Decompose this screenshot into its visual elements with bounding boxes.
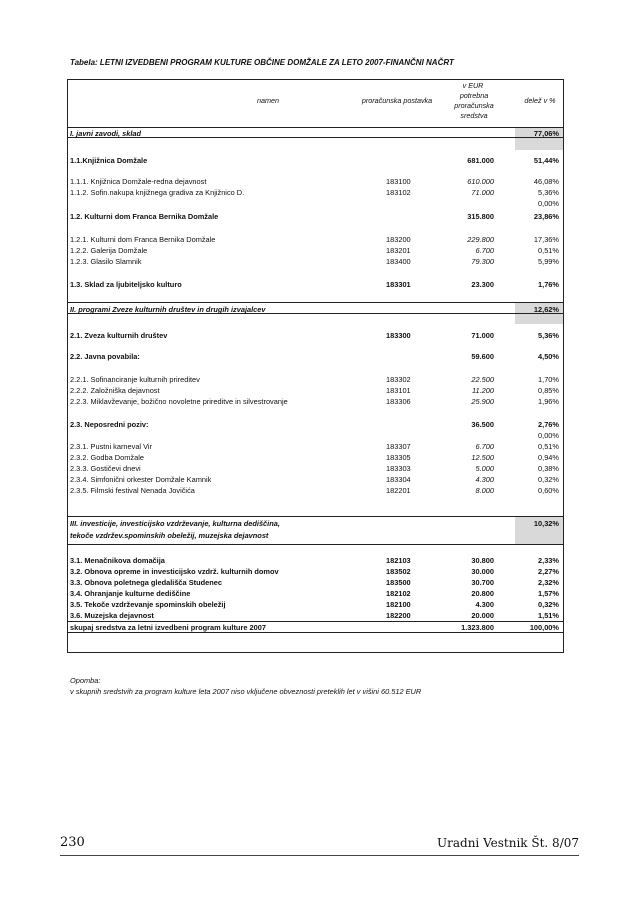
row-postavka: 182102 — [386, 589, 411, 598]
row-sredstva: 30.700 — [471, 578, 494, 587]
row-name: 3.6. Muzejska dejavnost — [70, 611, 154, 620]
table-row — [68, 245, 563, 256]
row-sredstva: 6.700 — [475, 442, 494, 451]
row-delez: 2,32% — [538, 578, 559, 587]
row-name: I. javni zavodi, sklad — [70, 129, 142, 138]
row-name: 3.2. Obnova opreme in investicijsko vzdrž. kulturnih domov — [70, 567, 279, 576]
publication-title: Uradni Vestnik Št. 8/07 — [437, 836, 579, 850]
row-delez: 2,27% — [538, 567, 559, 576]
row-delez: 4,50% — [538, 352, 559, 361]
row-sredstva: 30.800 — [471, 556, 494, 565]
row-postavka: 183201 — [386, 246, 411, 255]
table-row — [68, 211, 563, 222]
row-delez: 10,32% — [533, 519, 559, 528]
row-delez: 0,51% — [538, 246, 559, 255]
table-row — [68, 396, 563, 407]
row-sredstva: 71.000 — [471, 331, 494, 340]
row-name: 2.1. Zveza kulturnih društev — [70, 331, 168, 340]
row-name: 3.5. Tekoče vzdrževanje spominskih obeležij — [70, 600, 226, 609]
row-postavka: 183200 — [386, 235, 411, 244]
row-name: 3.1. Menačnikova domačija — [70, 556, 165, 565]
row-delez: 1,96% — [538, 397, 559, 406]
row-postavka: 182201 — [386, 486, 411, 495]
row-sredstva: 71.000 — [471, 188, 494, 197]
table-row — [68, 176, 563, 187]
row-postavka: 183102 — [386, 188, 411, 197]
row-sredstva: 20.800 — [471, 589, 494, 598]
row-postavka: 183400 — [386, 257, 411, 266]
table-row — [68, 555, 563, 566]
row-name: 1.1.2. Sofin.nakupa knjižnega gradiva za Knjižnico D. — [70, 188, 245, 197]
row-sredstva: 30.000 — [471, 567, 494, 576]
table-row — [68, 256, 563, 267]
row-delez: 0,00% — [538, 431, 559, 440]
row-delez: 0,00% — [538, 199, 559, 208]
table-row — [68, 351, 563, 362]
row-name: tekoče vzdržev.spominskih obeležij, muzejska dejavnost — [70, 531, 269, 540]
row-sredstva: 22.500 — [471, 375, 494, 384]
row-sredstva: 12.500 — [471, 453, 494, 462]
table-row — [68, 187, 563, 198]
row-name: II. programi Zveze kulturnih društev in drugih izvajalcev — [70, 305, 266, 314]
header-delez: delež v % — [524, 96, 556, 105]
row-sredstva: 4.300 — [475, 475, 494, 484]
row-postavka: 183304 — [386, 475, 411, 484]
row-sredstva: 681.000 — [467, 156, 494, 165]
table-row — [68, 588, 563, 599]
row-delez: 1,76% — [538, 280, 559, 289]
row-postavka: 183500 — [386, 578, 411, 587]
row-name: 2.3.1. Pustni karneval Vir — [70, 442, 153, 451]
row-delez: 1,57% — [538, 589, 559, 598]
row-sredstva: 8.000 — [475, 486, 494, 495]
table-row — [68, 622, 563, 633]
row-postavka: 182200 — [386, 611, 411, 620]
table-row — [68, 385, 563, 396]
row-name: 1.2.3. Glasilo Slamnik — [70, 257, 142, 266]
row-delez: 17,36% — [533, 235, 559, 244]
row-sredstva: 79.300 — [471, 257, 494, 266]
table-row — [68, 599, 563, 610]
header-sredstva: potrebna proračunska sredstva — [454, 91, 494, 120]
row-postavka: 183307 — [386, 442, 411, 451]
table-row — [68, 304, 563, 315]
table-row — [68, 430, 563, 441]
row-sredstva: 315.800 — [467, 212, 494, 221]
row-delez: 5,99% — [538, 257, 559, 266]
row-delez: 77,06% — [533, 129, 559, 138]
table-row — [68, 330, 563, 341]
table-row — [68, 374, 563, 385]
row-sredstva: 20.000 — [471, 611, 494, 620]
table-row — [68, 566, 563, 577]
row-delez: 23,86% — [533, 212, 559, 221]
page-number: 230 — [60, 835, 85, 850]
row-sredstva: 1.323.800 — [461, 623, 494, 632]
row-delez: 46,08% — [533, 177, 559, 186]
row-name: 2.3.5. Filmski festival Nenada Jovičića — [70, 486, 195, 495]
row-sredstva: 229.800 — [467, 235, 494, 244]
row-delez: 0,51% — [538, 442, 559, 451]
row-delez: 0,85% — [538, 386, 559, 395]
row-name: skupaj sredstva za letni izvedbeni program kulture 2007 — [70, 623, 266, 632]
row-delez: 5,36% — [538, 188, 559, 197]
row-name: 3.4. Ohranjanje kulturne dediščine — [70, 589, 191, 598]
row-name: 2.2.3. Miklavževanje, božično novoletne prireditve in silvestrovanje — [70, 397, 288, 406]
table-row — [68, 452, 563, 463]
table-row — [68, 485, 563, 496]
header-namen: namen — [257, 96, 279, 105]
row-postavka: 183300 — [386, 331, 411, 340]
table-row — [68, 234, 563, 245]
row-delez: 0,60% — [538, 486, 559, 495]
note-title: Opomba: — [70, 676, 101, 685]
row-sredstva: 4.300 — [475, 600, 494, 609]
table-row — [68, 279, 563, 290]
row-postavka: 182100 — [386, 600, 411, 609]
row-postavka: 183100 — [386, 177, 411, 186]
budget-table — [67, 79, 564, 653]
table-row — [68, 198, 563, 209]
row-delez: 1,70% — [538, 375, 559, 384]
table-row — [68, 155, 563, 166]
table-row — [68, 530, 563, 541]
row-postavka: 183502 — [386, 567, 411, 576]
row-name: 1.2.1. Kulturni dom Franca Bernika Domžale — [70, 235, 216, 244]
header-unit: v EUR — [462, 81, 484, 90]
footer-rule — [60, 855, 579, 856]
row-postavka: 183306 — [386, 397, 411, 406]
row-name: 2.2. Javna povabila: — [70, 352, 140, 361]
table-row — [68, 463, 563, 474]
row-delez: 0,32% — [538, 475, 559, 484]
note-text: v skupnih sredstvih za program kulture leta 2007 niso vključene obveznosti preteklih let v višini 60.512 EUR — [70, 687, 422, 696]
row-sredstva: 59.600 — [471, 352, 494, 361]
row-delez: 12,62% — [533, 305, 559, 314]
row-delez: 2,76% — [538, 420, 559, 429]
row-name: 1.1.Knjižnica Domžale — [70, 156, 148, 165]
section-rule — [68, 516, 563, 517]
table-row — [68, 518, 563, 529]
row-name: 1.3. Sklad za ljubiteljsko kulturo — [70, 280, 182, 289]
table-row — [68, 419, 563, 430]
row-name: 1.2.2. Galerija Domžale — [70, 246, 148, 255]
row-postavka: 183302 — [386, 375, 411, 384]
section-rule — [68, 302, 563, 303]
row-delez: 0,38% — [538, 464, 559, 473]
row-sredstva: 25.900 — [471, 397, 494, 406]
table-row — [68, 577, 563, 588]
row-delez: 100,00% — [529, 623, 559, 632]
row-sredstva: 610.000 — [467, 177, 494, 186]
row-name: 2.2.1. Sofinanciranje kulturnih prireditev — [70, 375, 200, 384]
row-sredstva: 23.300 — [471, 280, 494, 289]
row-name: 1.2. Kulturni dom Franca Bernika Domžale — [70, 212, 219, 221]
row-delez: 0,94% — [538, 453, 559, 462]
row-delez: 2,33% — [538, 556, 559, 565]
table-row — [68, 474, 563, 485]
row-name: 2.2.2. Založniška dejavnost — [70, 386, 160, 395]
table-row — [68, 610, 563, 621]
row-sredstva: 5.000 — [475, 464, 494, 473]
section-rule — [68, 544, 563, 545]
row-name: 2.3.3. Gostičevi dnevi — [70, 464, 141, 473]
header-postavka: proračunska postavka — [361, 96, 433, 105]
row-sredstva: 36.500 — [471, 420, 494, 429]
table-row — [68, 441, 563, 452]
row-name: 1.1.1. Knjižnica Domžale-redna dejavnost — [70, 177, 207, 186]
row-postavka: 183301 — [386, 280, 411, 289]
row-name: III. investicije, investicijsko vzdrževanje, kulturna dediščina, — [70, 519, 280, 528]
row-delez: 1,51% — [538, 611, 559, 620]
row-sredstva: 11.200 — [471, 386, 494, 395]
row-postavka: 182103 — [386, 556, 411, 565]
row-name: 3.3. Obnova poletnega gledališča Studenec — [70, 578, 222, 587]
table-row — [68, 128, 563, 139]
row-delez: 0,32% — [538, 600, 559, 609]
row-name: 2.3. Neposredni poziv: — [70, 420, 149, 429]
row-postavka: 183303 — [386, 464, 411, 473]
row-sredstva: 6.700 — [475, 246, 494, 255]
row-postavka: 183305 — [386, 453, 411, 462]
row-postavka: 183101 — [386, 386, 411, 395]
table-caption: Tabela: LETNI IZVEDBENI PROGRAM KULTURE OBČINE DOMŽALE ZA LETO 2007-FINANČNI NAČRT — [70, 58, 454, 67]
row-name: 2.3.2. Godba Domžale — [70, 453, 144, 462]
row-delez: 51,44% — [533, 156, 559, 165]
row-name: 2.3.4. Simfonični orkester Domžale Kamnik — [70, 475, 212, 484]
row-delez: 5,36% — [538, 331, 559, 340]
